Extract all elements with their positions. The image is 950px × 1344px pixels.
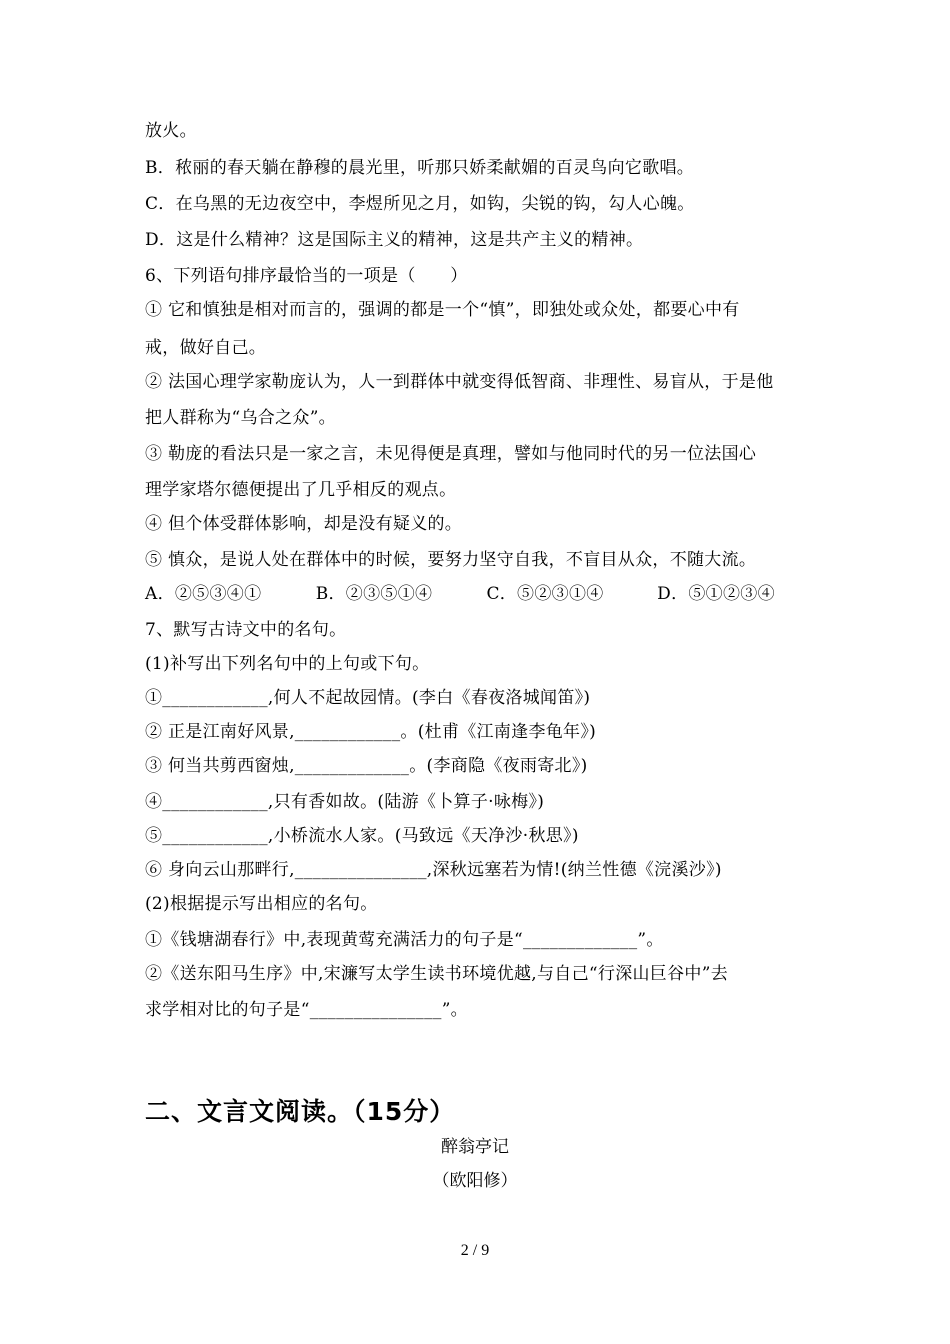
question-7-stem: 7、默写古诗文中的名句。: [145, 620, 347, 640]
sentence-1: ① 它和慎独是相对而言的，强调的都是一个“慎”，即独处或众处，都要心中有: [145, 300, 740, 320]
option-c: C．⑤②③①④: [486, 584, 604, 604]
sentence-4: ④ 但个体受群体影响，却是没有疑义的。: [145, 514, 463, 534]
question-7-part-2: (2)根据提示写出相应的名句。: [145, 894, 378, 914]
passage-author: （欧阳修）: [432, 1171, 518, 1191]
option-d: D．⑤①②③④: [657, 584, 775, 604]
sentence-5: ⑤ 慎众，是说人处在群体中的时候，要努力坚守自我，不盲目从众，不随大流。: [145, 550, 757, 570]
question-6-stem: 6、下列语句排序最恰当的一项是（ ）: [145, 266, 468, 286]
fill-blank-8-cont: 求学相对比的句子是“_______________”。: [145, 1000, 468, 1020]
option-b-text: B．秾丽的春天躺在静穆的晨光里，听那只娇柔献媚的百灵鸟向它歌唱。: [145, 158, 695, 178]
sentence-3: ③ 勒庞的看法只是一家之言，未见得便是真理，譬如与他同时代的另一位法国心: [145, 444, 757, 464]
sentence-2: ② 法国心理学家勒庞认为，人一到群体中就变得低智商、非理性、易盲从，于是他: [145, 372, 774, 392]
sentence-2-cont: 把人群称为“乌合之众”。: [145, 408, 336, 428]
fill-blank-3: ③ 何当共剪西窗烛,_____________。(李商隐《夜雨寄北》): [145, 756, 588, 776]
fill-blank-1: ①____________,何人不起故园情。(李白《春夜洛城闻笛》): [145, 688, 591, 708]
option-c-text: C．在乌黑的无边夜空中，李煜所见之月，如钩，尖锐的钩，勾人心魄。: [145, 194, 695, 214]
text-line: 放火。: [145, 121, 197, 141]
question-7-part-1: (1)补写出下列名句中的上句或下句。: [145, 654, 430, 674]
option-b: B．②③⑤①④: [315, 584, 433, 604]
fill-blank-6: ⑥ 身向云山那畔行,_______________,深秋远塞若为情!(纳兰性德《浣溪沙》): [145, 860, 722, 880]
question-6-options: [145, 582, 775, 606]
fill-blank-7: ①《钱塘湖春行》中,表现黄莺充满活力的句子是“_____________”。: [145, 930, 664, 950]
option-a: A．②⑤③④①: [145, 584, 262, 604]
page-number: 2 / 9: [460, 1242, 490, 1259]
option-d-text: D．这是什么精神？这是国际主义的精神，这是共产主义的精神。: [145, 230, 644, 250]
section-title: 二、文言文阅读。（15分）: [145, 1097, 456, 1126]
fill-blank-5: ⑤____________,小桥流水人家。(马致远《天净沙·秋思》): [145, 826, 579, 846]
fill-blank-2: ② 正是江南好风景,____________。(杜甫《江南逢李龟年》): [145, 722, 597, 742]
sentence-1-cont: 戒，做好自己。: [145, 338, 267, 358]
passage-title: 醉翁亭记: [441, 1137, 509, 1157]
fill-blank-8: ②《送东阳马生序》中,宋濂写太学生读书环境优越,与自己“行深山巨谷中”去: [145, 964, 728, 984]
sentence-3-cont: 理学家塔尔德便提出了几乎相反的观点。: [145, 480, 457, 500]
fill-blank-4: ④____________,只有香如故。(陆游《卜算子·咏梅》): [145, 792, 545, 812]
